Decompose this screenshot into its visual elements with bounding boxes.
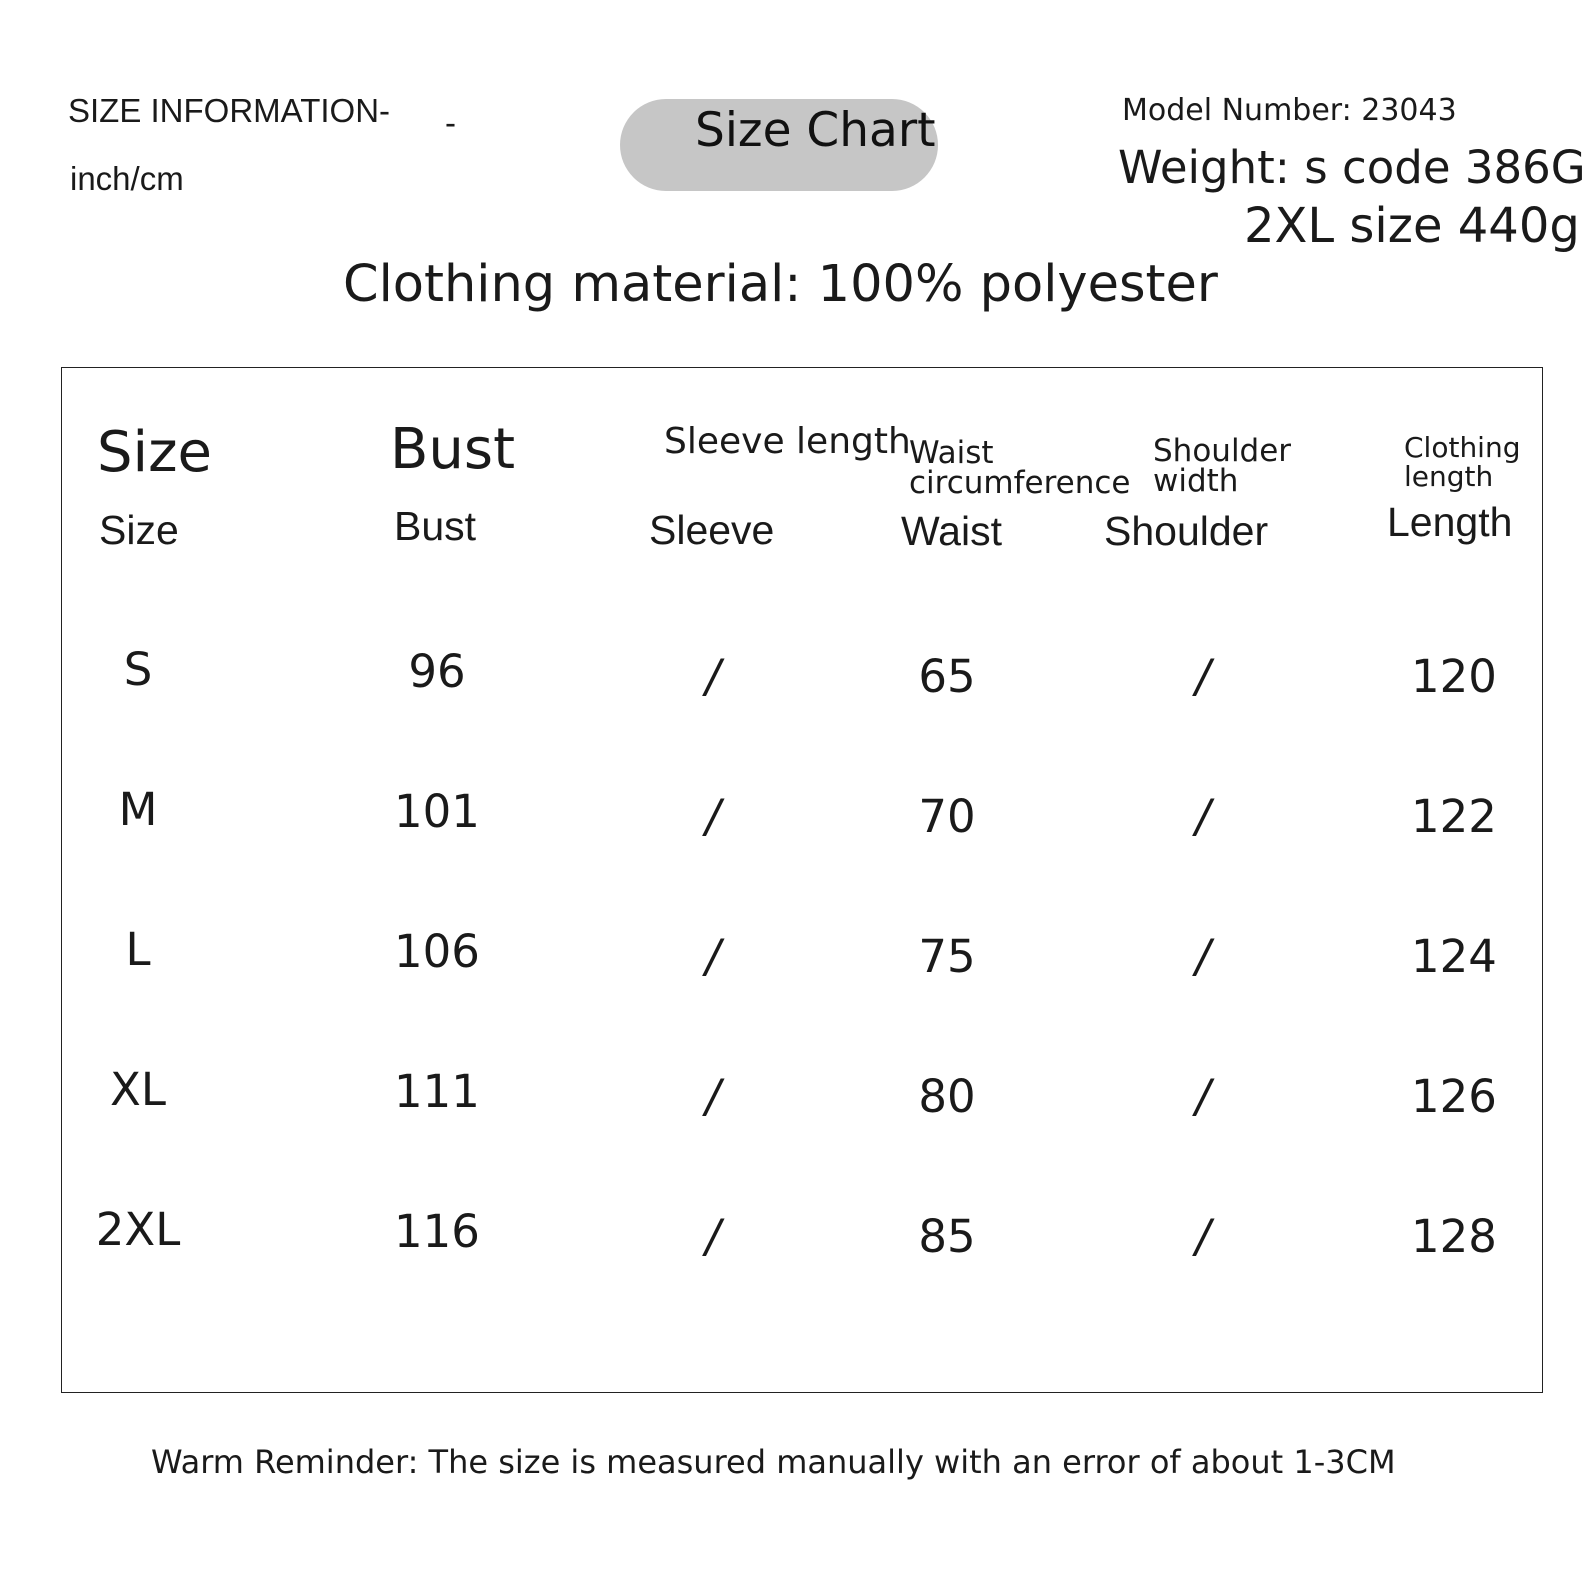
header-length-top-line2: length xyxy=(1404,460,1494,493)
weight-s: Weight: s code 386G xyxy=(1118,141,1586,194)
cell-size: L xyxy=(125,923,151,976)
material-info: Clothing material: 100% polyester xyxy=(343,255,1218,314)
header-shoulder-top-line1: Shoulder xyxy=(1153,433,1292,469)
cell-length: 126 xyxy=(1411,1070,1497,1123)
header-bust-sub: Bust xyxy=(394,503,477,549)
size-information-title: SIZE INFORMATION- xyxy=(68,92,391,129)
cell-shoulder: / xyxy=(1195,1210,1211,1263)
cell-waist: 70 xyxy=(918,790,976,843)
header-waist-sub: Waist xyxy=(901,508,1002,554)
cell-shoulder: / xyxy=(1195,790,1211,843)
cell-waist: 85 xyxy=(918,1210,976,1263)
cell-length: 120 xyxy=(1411,650,1497,703)
cell-bust: 111 xyxy=(394,1065,480,1118)
cell-sleeve: / xyxy=(705,650,721,703)
cell-sleeve: / xyxy=(705,1070,721,1123)
cell-size: 2XL xyxy=(95,1203,181,1256)
size-chart-title: Size Chart xyxy=(695,103,936,158)
cell-sleeve: / xyxy=(705,790,721,843)
dash-mark: - xyxy=(445,104,456,141)
warm-reminder: Warm Reminder: The size is measured manually with an error of about 1-3CM xyxy=(151,1443,1396,1481)
header-size-top: Size xyxy=(97,420,212,485)
cell-shoulder: / xyxy=(1195,1070,1211,1123)
cell-length: 128 xyxy=(1411,1210,1497,1263)
cell-bust: 116 xyxy=(394,1205,480,1258)
header-waist-top-line2: circumference xyxy=(909,465,1131,501)
header-shoulder-sub: Shoulder xyxy=(1104,508,1269,554)
header-size-sub: Size xyxy=(99,507,179,553)
cell-shoulder: / xyxy=(1195,930,1211,983)
header-sleeve-top: Sleeve length xyxy=(664,421,911,462)
header-length-top-line1: Clothing xyxy=(1404,431,1521,464)
header-waist-top-line1: Waist xyxy=(909,435,994,471)
cell-sleeve: / xyxy=(705,930,721,983)
cell-length: 124 xyxy=(1411,930,1497,983)
header-sleeve-sub: Sleeve xyxy=(649,507,775,553)
cell-bust: 106 xyxy=(394,925,480,978)
model-number: Model Number: 23043 xyxy=(1122,93,1457,128)
cell-waist: 75 xyxy=(918,930,976,983)
cell-shoulder: / xyxy=(1195,650,1211,703)
cell-size: M xyxy=(118,783,158,836)
cell-waist: 65 xyxy=(918,650,976,703)
cell-size: S xyxy=(123,643,153,696)
cell-bust: 96 xyxy=(408,645,466,698)
cell-sleeve: / xyxy=(705,1210,721,1263)
header-bust-top: Bust xyxy=(390,417,516,482)
header-shoulder-top-line2: width xyxy=(1153,463,1239,499)
cell-bust: 101 xyxy=(394,785,480,838)
size-table xyxy=(61,367,1543,1393)
header-length-sub: Length xyxy=(1387,499,1513,545)
cell-waist: 80 xyxy=(918,1070,976,1123)
weight-2xl: 2XL size 440g xyxy=(1244,198,1580,254)
cell-size: XL xyxy=(110,1063,166,1116)
unit-label: inch/cm xyxy=(70,160,184,197)
cell-length: 122 xyxy=(1411,790,1497,843)
